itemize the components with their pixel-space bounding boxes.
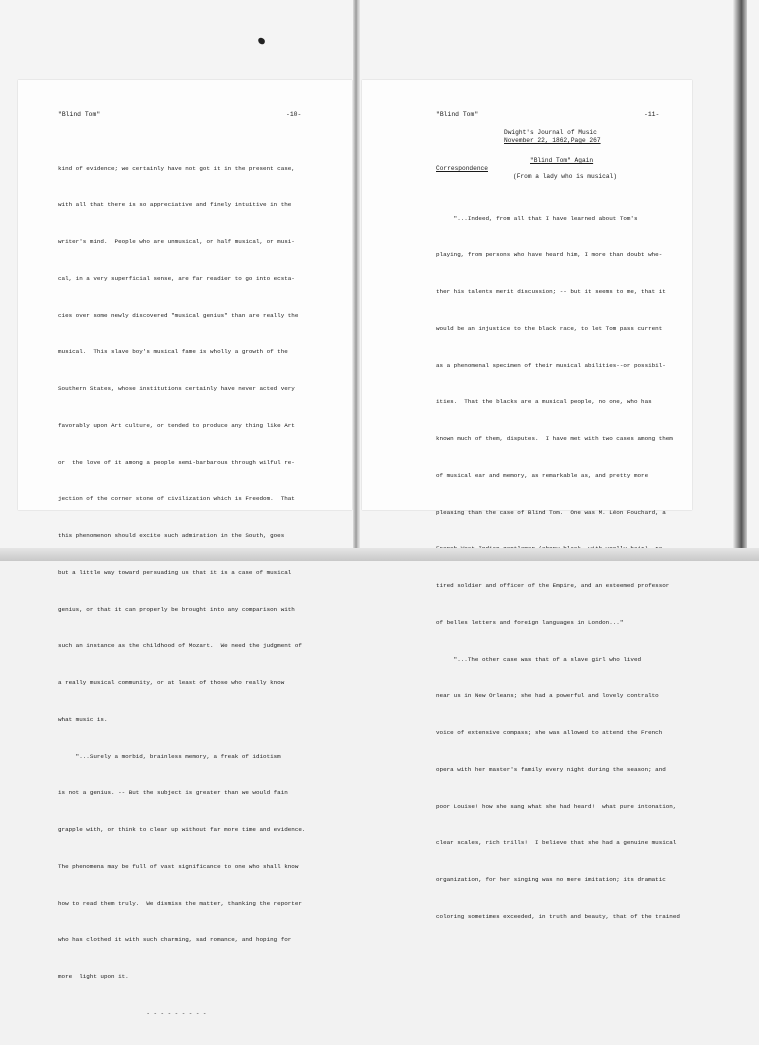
source-journal: Dwight's Journal of Music xyxy=(504,129,597,136)
body-line: Southern States, whose institutions certainly have never acted very xyxy=(58,385,295,392)
body-line: grapple with, or think to clear up without far more time and evidence. xyxy=(58,826,306,833)
section-label: Correspondence xyxy=(436,165,488,172)
body-line: The phenomena may be full of vast significance to one who shall know xyxy=(58,862,299,870)
body-line: writer's mind. People who are unmusical, or half musical, or musi- xyxy=(58,238,295,245)
body-line: "...Indeed, from all that I have learned about Tom's xyxy=(436,214,638,222)
right-page xyxy=(362,80,692,920)
source-date: November 22, 1862,Page 267 xyxy=(504,137,601,144)
body-line: what music is. xyxy=(58,715,108,723)
body-line: "...The other case was that of a slave girl who lived xyxy=(436,655,642,663)
body-line: clear scales, rich trills! I believe that she had a genuine musical xyxy=(436,839,677,847)
article-subtitle: (From a lady who is musical) xyxy=(513,173,617,180)
body-line: voice of extensive compass; she was allowed to attend the French xyxy=(436,729,663,736)
right-page-body xyxy=(436,188,680,948)
body-line: poor Louise! how she sang what she had heard! what pure intonation, xyxy=(436,802,677,810)
left-page-number: -10- xyxy=(286,111,302,118)
body-line: how to read them truly. We dismiss the matter, thanking the reporter xyxy=(58,899,302,907)
body-line: but a little way toward persuading us that it is a case of musical xyxy=(58,568,292,576)
body-line: organization, for her singing was no mere imitation; its dramatic xyxy=(436,876,666,883)
left-page xyxy=(18,80,352,1017)
body-line: favorably upon Art culture, or tended to produce any thing like Art xyxy=(58,421,295,429)
left-page-body xyxy=(58,138,305,1045)
body-line: ities. That the blacks are a musical people, no one, who has xyxy=(436,398,652,406)
article-title: "Blind Tom" Again xyxy=(530,157,594,164)
body-line: cal, in a very superficial sense, are far readier to go into ecsta- xyxy=(58,274,295,282)
body-line: such an instance as the childhood of Mozart. We need the judgment of xyxy=(58,642,302,650)
body-line: musical. This slave boy's musical fame is wholly a growth of the xyxy=(58,348,288,356)
body-line: jection of the corner stone of civilization which is Freedom. That xyxy=(58,495,295,503)
body-line: pleasing than the case of Blind Tom. One was M. Léon Fouchard, a xyxy=(436,508,666,516)
body-line: opera with her master's family every night during the season; and xyxy=(436,765,666,773)
body-line: as a phenomenal specimen of their musical abilities--or possibil- xyxy=(436,361,666,369)
body-line: would be an injustice to the black race, to let Tom pass current xyxy=(436,324,663,332)
right-page-number: -11- xyxy=(644,111,660,118)
left-page-header-title: "Blind Tom" xyxy=(58,111,101,118)
body-line: "...Surely a morbid, brainless memory, a freak of idiotism xyxy=(58,752,281,760)
body-line: more light upon it. xyxy=(58,973,129,980)
right-page-header-title: "Blind Tom" xyxy=(436,111,479,118)
body-line: of musical ear and memory, as remarkable as, and pretty more xyxy=(436,471,649,479)
body-line: this phenomenon should excite such admiration in the South, goes xyxy=(58,532,285,539)
body-line: playing, from persons who have heard him, I more than doubt whe- xyxy=(436,251,663,259)
body-line: ther his talents merit discussion; -- but it seems to me, that it xyxy=(436,288,666,295)
page-edge-shadow xyxy=(733,0,747,561)
body-line: genius, or that it can properly be brought into any comparison with xyxy=(58,605,295,613)
book-spine xyxy=(353,0,360,561)
body-line: kind of evidence; we certainly have not got it in the present case, xyxy=(58,164,295,172)
body-line: with all that there is so appreciative and finely intuitive in the xyxy=(58,201,292,209)
body-line: is not a genius. -- But the subject is greater than we would fain xyxy=(58,789,288,797)
body-line: tired soldier and officer of the Empire, and an esteemed professor xyxy=(436,582,670,589)
body-line: who has clothed it with such charming, sad romance, and hoping for xyxy=(58,936,292,944)
body-line: or the love of it among a people semi-barbarous through wilful re- xyxy=(58,458,295,466)
body-line: coloring sometimes exceeded, in truth and beauty, that of the trained xyxy=(436,912,680,920)
scan-bottom-edge xyxy=(0,548,759,561)
section-divider: - - - - - - - - - xyxy=(58,1009,207,1017)
body-line: known much of them, disputes. I have met with two cases among them xyxy=(436,435,673,442)
body-line: cies over some newly discovered "musical genius" than are really the xyxy=(58,311,299,319)
body-line: a really musical community, or at least of those who really know xyxy=(58,679,285,686)
body-line: near us in New Orleans; she had a powerful and lovely contralto xyxy=(436,692,659,700)
body-line: of belles letters and foreign languages in London..." xyxy=(436,618,624,626)
